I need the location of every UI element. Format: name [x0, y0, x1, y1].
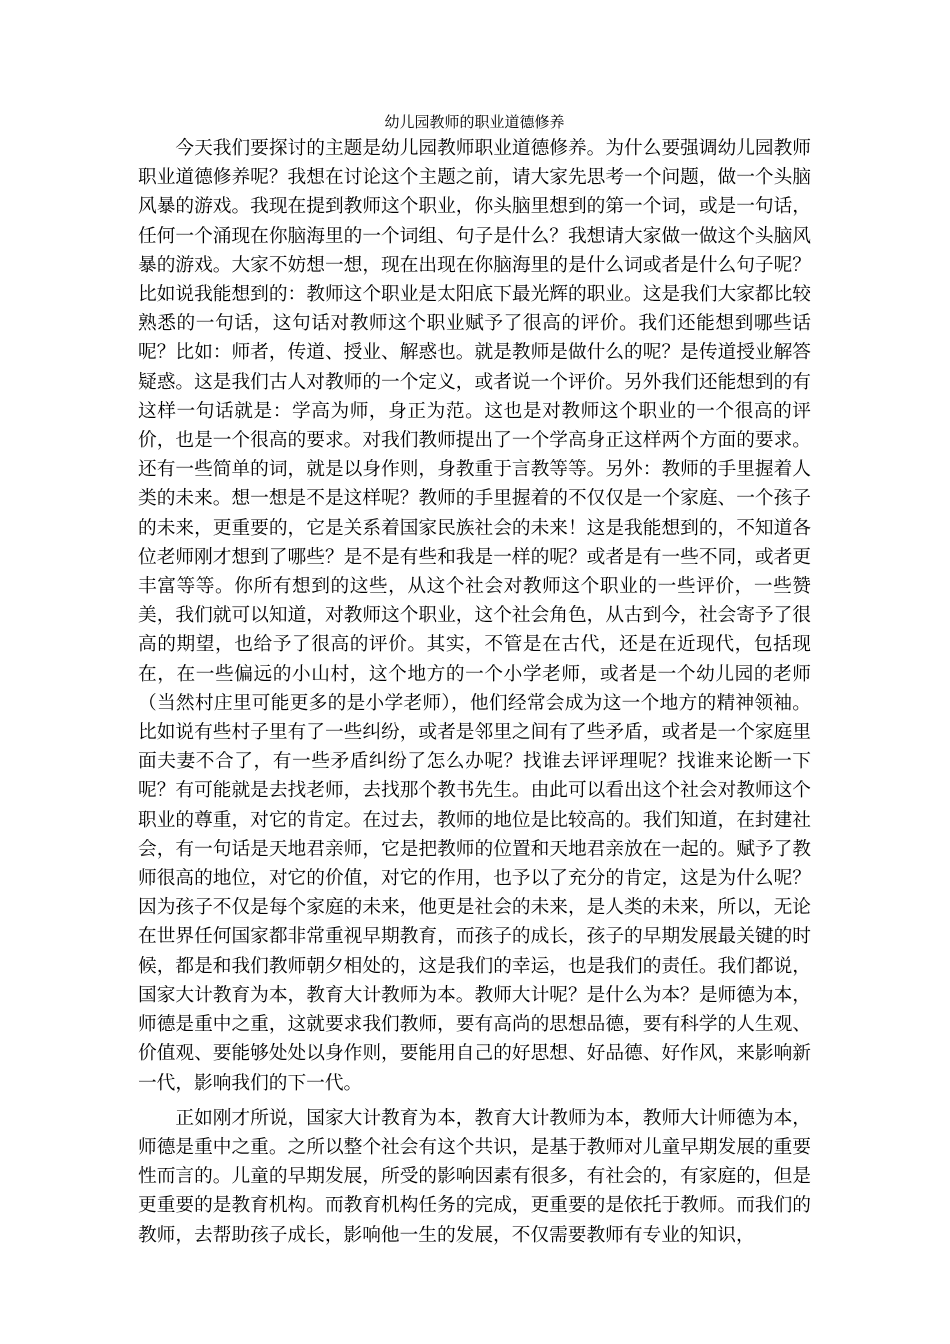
document-title: 幼儿园教师的职业道德修养: [384, 113, 565, 131]
paragraph-2: 正如刚才所说，国家大计教育为本，教育大计教师为本，教师大计师德为本，师德是重中之重。之所以整个社会有这个共识，是基于教师对儿童早期发展的重要性而言的。儿童的早期发展，所受的影响因素有很多，有社会的，有家庭的，但是更重要的是教育机构。而教育机构任务的完成，更重要的是依托于教师。而我们的教师，去帮助孩子成长，影响他一生的发展，不仅需要教师有专业的知识，: [138, 1107, 811, 1246]
paragraph-1: 今天我们要探讨的主题是幼儿园教师职业道德修养。为什么要强调幼儿园教师职业道德修养呢？我想在讨论这个主题之前，请大家先思考一个问题，做一个头脑风暴的游戏。我现在提到教师这个职业，你头脑里想到的第一个词，或是一句话，任何一个涌现在你脑海里的一个词组、句子是什么？我想请大家做一做这个头脑风暴的游戏。大家不妨想一想，现在出现在你脑海里的是什么词或者是什么句子呢？比如说我能想到的：教师这个职业是太阳底下最光辉的职业。这是我们大家都比较熟悉的一句话，这句话对教师这个职业赋予了很高的评价。我们还能想到哪些话呢？比如：师者，传道、授业、解惑也。就是教师是做什么的呢？是传道授业解答疑惑。这是我们古人对教师的一个定义，或者说一个评价。另外我们还能想到的有这样一句话就是：学高为师，身正为范。这也是对教师这个职业的一个很高的评价，也是一个很高的要求。对我们教师提出了一个学高身正这样两个方面的要求。还有一些简单的词，就是以身作则，身教重于言教等等。另外：教师的手里握着人类的未来。想一想是不是这样呢？教师的手里握着的不仅仅是一个家庭、一个孩子的未来，更重要的，它是关系着国家民族社会的未来！这是我能想到的，不知道各位老师刚才想到了哪些？是不是有些和我是一样的呢？或者是有一些不同，或者更丰富等等。你所有想到的这些，从这个社会对教师这个职业的一些评价，一些赞美，我们就可以知道，对教师这个职业，这个社会角色，从古到今，社会寄予了很高的期望，也给予了很高的评价。其实，不管是在古代，还是在近现代，包括现在，在一些偏远的小山村，这个地方的一个小学老师，或者是一个幼儿园的老师（当然村庄里可能更多的是小学老师），他们经常会成为这一个地方的精神领袖。比如说有些村子里有了一些纠纷，或者是邻里之间有了些矛盾，或者是一个家庭里面夫妻不合了，有一些矛盾纠纷了怎么办呢？找谁去评评理呢？找谁来论断一下呢？有可能就是去找老师，去找那个教书先生。由此可以看出这个社会对教师这个职业的尊重，对它的肯定。在过去，教师的地位是比较高的。我们知道，在封建社会，有一句话是天地君亲师，它是把教师的位置和天地君亲放在一起的。赋予了教师很高的地位，对它的价值，对它的作用，也予以了充分的肯定，这是为什么呢？因为孩子不仅是每个家庭的未来，他更是社会的未来，是人类的未来，所以，无论在世界任何国家都非常重视早期教育，而孩子的成长，孩子的早期发展最关键的时候，都是和我们教师朝夕相处的，这是我们的幸运，也是我们的责任。我们都说，国家大计教育为本，教育大计教师为本。教师大计呢？是什么为本？是师德为本，师德是重中之重，这就要求我们教师，要有高尚的思想品德，要有科学的人生观、价值观、要能够处处以身作则，要能用自己的好思想、好品德、好作风，来影响新一代，影响我们的下一代。: [138, 138, 811, 1094]
document-body: [138, 112, 811, 1250]
